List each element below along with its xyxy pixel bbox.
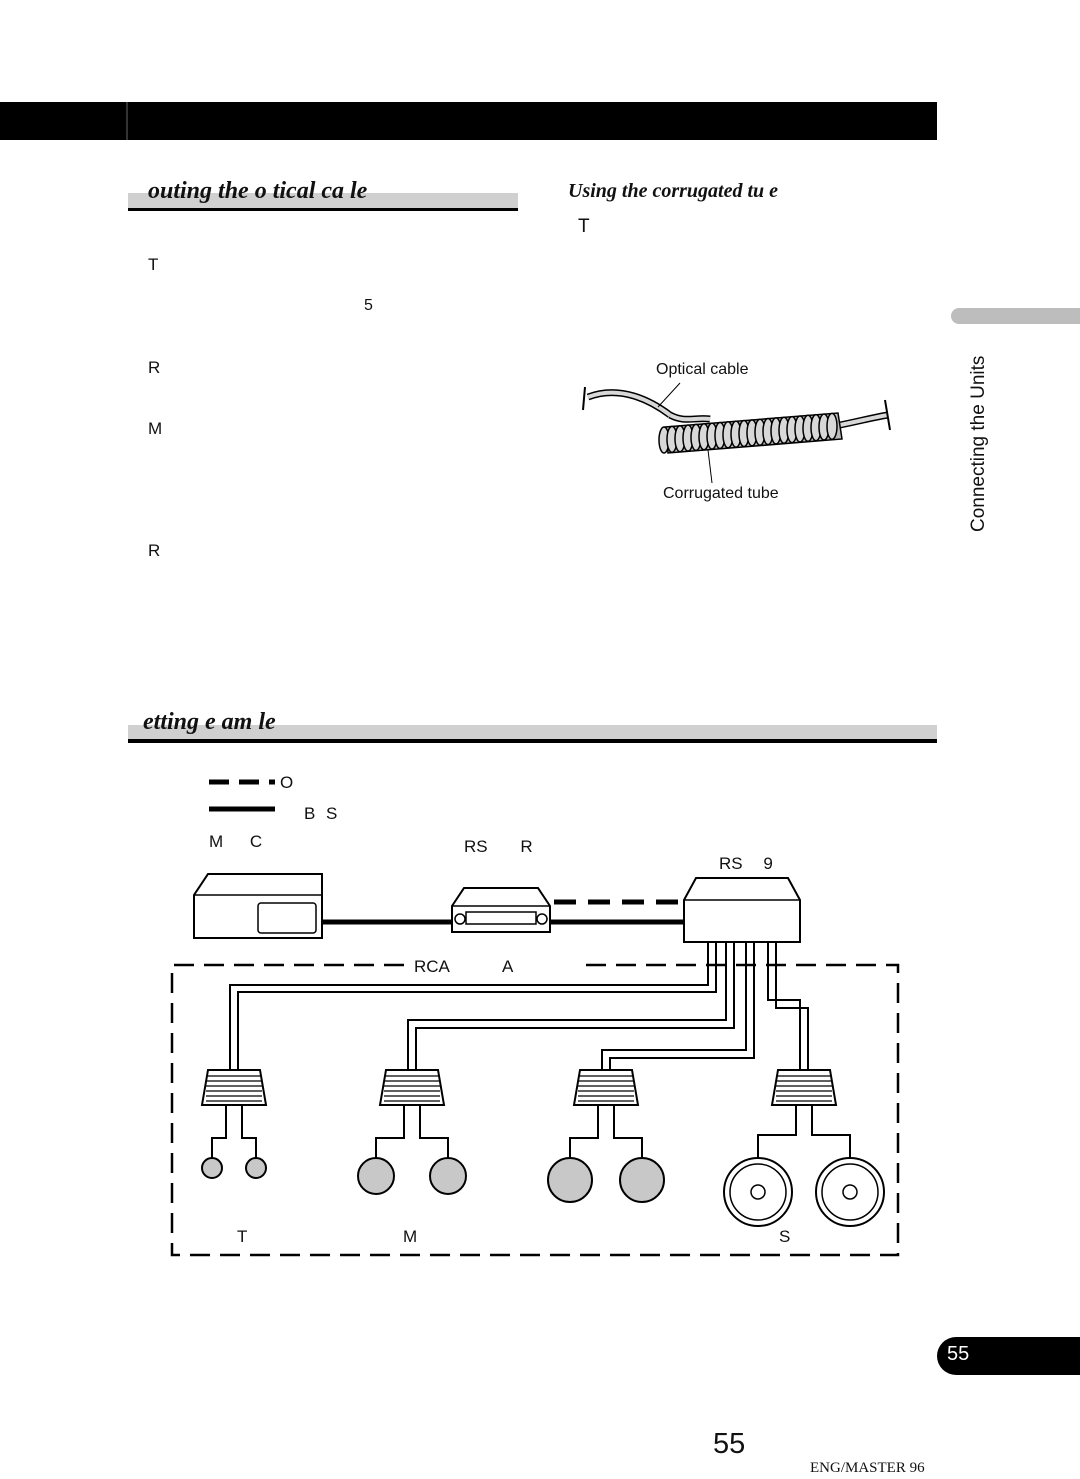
speaker-group-sub-label: S xyxy=(779,1227,791,1246)
speaker-group-mid-label: M xyxy=(403,1227,418,1246)
legend-optical-label: O xyxy=(280,773,294,792)
system-diagram xyxy=(160,860,920,1270)
subsection-first-line: T xyxy=(578,216,590,237)
crossover-unit xyxy=(376,1070,448,1160)
speaker xyxy=(430,1158,466,1194)
section-title-setting: etting e am le xyxy=(143,709,276,735)
page-number: 55 xyxy=(713,1428,746,1460)
section-title-routing: outing the o tical ca le xyxy=(148,178,368,204)
rca-label: RCA xyxy=(410,957,454,977)
speaker xyxy=(816,1158,884,1226)
legend-bus-label: B S xyxy=(304,804,338,823)
side-tab xyxy=(951,308,1080,324)
speaker xyxy=(548,1158,592,1202)
header-bar xyxy=(0,102,937,140)
section-heading-rule-2 xyxy=(128,739,937,743)
paragraph-line-1: T xyxy=(148,255,159,274)
crossover-unit xyxy=(758,1070,850,1160)
rca-label-2: A xyxy=(498,957,517,977)
speaker xyxy=(202,1158,222,1178)
legend-lines xyxy=(205,772,285,822)
paragraph-line-2: 5 xyxy=(364,297,373,314)
amp-label: RS 9 xyxy=(719,854,773,873)
paragraph-line-5: R xyxy=(148,541,161,560)
corrugated-tube-label: Corrugated tube xyxy=(663,485,779,502)
paragraph-line-3: R xyxy=(148,358,161,377)
crossover-unit xyxy=(570,1070,642,1160)
speaker xyxy=(620,1158,664,1202)
header-bar-divider xyxy=(126,102,128,140)
page-tab-number: 55 xyxy=(947,1343,970,1365)
optical-cable-label: Optical cable xyxy=(656,361,749,378)
head-unit-label: M C xyxy=(209,832,263,851)
paragraph-line-4: M xyxy=(148,419,163,438)
processor-label: RS R xyxy=(464,837,533,856)
speaker xyxy=(724,1158,792,1226)
crossover-unit xyxy=(202,1070,266,1160)
speaker xyxy=(358,1158,394,1194)
footer-code: ENG/MASTER 96 xyxy=(810,1460,925,1476)
tube-ridge xyxy=(827,413,837,439)
section-heading-rule xyxy=(128,208,518,211)
speaker-group-tweeter-label: T xyxy=(237,1227,248,1246)
side-tab-label: Connecting the Units xyxy=(968,355,989,532)
subsection-title-corrugated: Using the corrugated tu e xyxy=(568,180,779,202)
speaker xyxy=(246,1158,266,1178)
